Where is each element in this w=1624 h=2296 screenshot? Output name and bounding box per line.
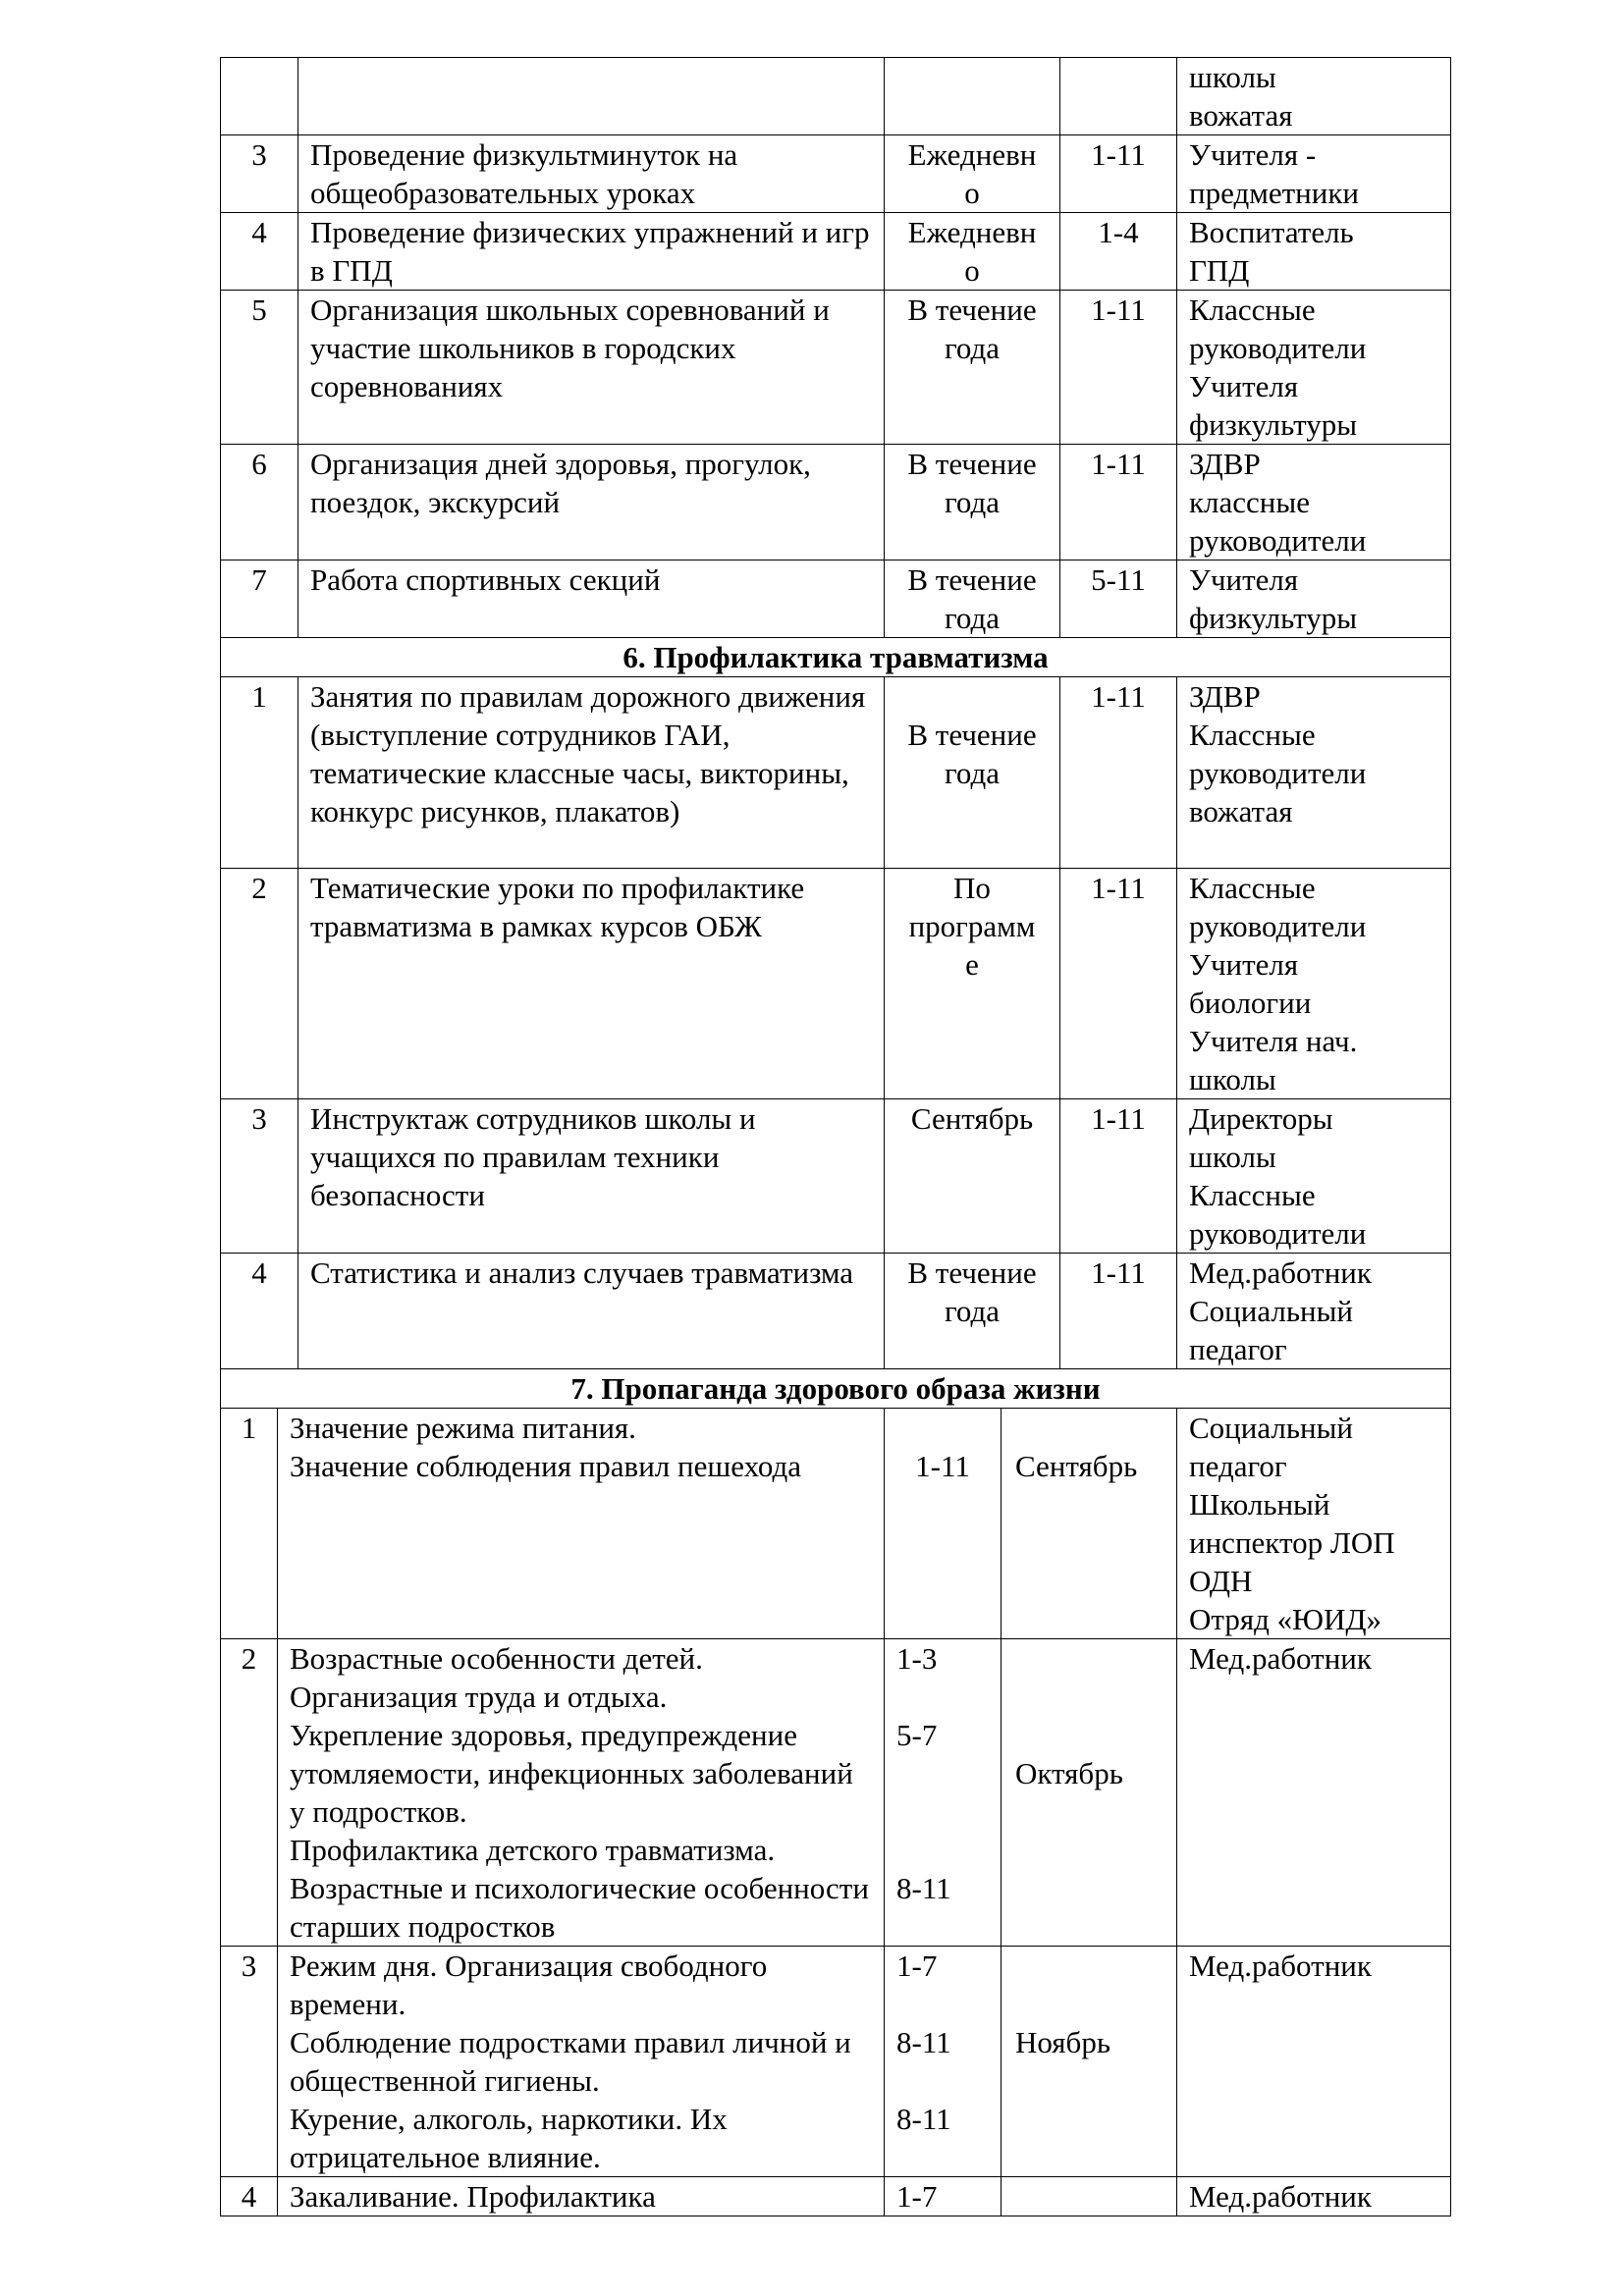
topic-cell: Значение режима питания. Значение соблюдения правил пешехода bbox=[278, 1408, 885, 1638]
period-cell: В течение года bbox=[885, 445, 1060, 561]
responsible-cell: Воспитатель ГПД bbox=[1177, 213, 1451, 291]
period-cell: В течение года bbox=[885, 561, 1060, 638]
table-row bbox=[221, 445, 1451, 561]
responsible-cell: ЗДВР Классные руководители вожатая bbox=[1177, 677, 1451, 869]
activity-cell: Занятия по правилам дорожного движения (выступление сотрудников ГАИ, тематические классные часы, викторины, конкурс рисунков, плакатов) bbox=[298, 677, 885, 869]
row-number: 5 bbox=[221, 291, 298, 445]
row-number: 2 bbox=[221, 1638, 278, 1946]
table-row bbox=[221, 1254, 1451, 1369]
table-row bbox=[221, 58, 1451, 135]
section-heading-row bbox=[221, 638, 1451, 677]
table-row bbox=[221, 869, 1451, 1099]
grades-cell: 1-11 bbox=[1060, 869, 1177, 1099]
activity-cell: Проведение физических упражнений и игр в ГПД bbox=[298, 213, 885, 291]
grades-cell: 5-11 bbox=[1060, 561, 1177, 638]
responsible-cell: Мед.работник bbox=[1177, 2176, 1451, 2216]
row-number: 3 bbox=[221, 135, 298, 213]
row-number: 3 bbox=[221, 1099, 298, 1254]
table-row bbox=[221, 1099, 1451, 1254]
responsible-cell: Классные руководители Учителя биологии Учителя нач. школы bbox=[1177, 869, 1451, 1099]
table-row bbox=[221, 561, 1451, 638]
activity-cell: Организация дней здоровья, прогулок, поездок, экскурсий bbox=[298, 445, 885, 561]
month-cell: Сентябрь bbox=[1001, 1408, 1177, 1638]
month-cell: Октябрь bbox=[1001, 1638, 1177, 1946]
responsible-cell: Социальный педагог Школьный инспектор ЛОП ОДН Отряд «ЮИД» bbox=[1177, 1408, 1451, 1638]
responsible-cell: Мед.работник bbox=[1177, 1946, 1451, 2176]
section-title: 6. Профилактика травматизма bbox=[221, 638, 1451, 677]
period-cell: Ежедневн о bbox=[885, 135, 1060, 213]
month-cell bbox=[1001, 2176, 1177, 2216]
responsible-cell: Учителя физкультуры bbox=[1177, 561, 1451, 638]
row-number: 1 bbox=[221, 677, 298, 869]
grades-cell: 1-11 bbox=[1060, 291, 1177, 445]
row-number: 1 bbox=[221, 1408, 278, 1638]
plan-table-part1 bbox=[220, 57, 1451, 1369]
grades-cell: 1-4 bbox=[1060, 213, 1177, 291]
row-number: 7 bbox=[221, 561, 298, 638]
grades-cell: 1-11 bbox=[1060, 1099, 1177, 1254]
period-cell bbox=[885, 58, 1060, 135]
table-row bbox=[221, 1946, 1451, 2176]
responsible-cell: Учителя - предметники bbox=[1177, 135, 1451, 213]
grades-cell: 1-7 bbox=[885, 2176, 1001, 2216]
responsible-cell: Классные руководители Учителя физкультуры bbox=[1177, 291, 1451, 445]
period-cell: В течение года bbox=[885, 1254, 1060, 1369]
responsible-cell: Директоры школы Классные руководители bbox=[1177, 1099, 1451, 1254]
table-row bbox=[221, 2176, 1451, 2216]
table-row bbox=[221, 677, 1451, 869]
responsible-cell: ЗДВР классные руководители bbox=[1177, 445, 1451, 561]
period-cell: По программ е bbox=[885, 869, 1060, 1099]
grades-cell: 1-3 5-7 8-11 bbox=[885, 1638, 1001, 1946]
activity-cell bbox=[298, 58, 885, 135]
grades-cell: 1-11 bbox=[1060, 1254, 1177, 1369]
activity-cell: Статистика и анализ случаев травматизма bbox=[298, 1254, 885, 1369]
row-number: 4 bbox=[221, 2176, 278, 2216]
activity-cell: Тематические уроки по профилактике травматизма в рамках курсов ОБЖ bbox=[298, 869, 885, 1099]
section-heading-row bbox=[221, 1368, 1451, 1408]
row-number: 2 bbox=[221, 869, 298, 1099]
period-cell: В течение года bbox=[885, 291, 1060, 445]
plan-table-part2 bbox=[220, 1368, 1451, 2216]
period-cell: Сентябрь bbox=[885, 1099, 1060, 1254]
grades-cell: 1-11 bbox=[1060, 135, 1177, 213]
table-row bbox=[221, 135, 1451, 213]
grades-cell: 1-7 8-11 8-11 bbox=[885, 1946, 1001, 2176]
row-number: 4 bbox=[221, 213, 298, 291]
activity-cell: Организация школьных соревнований и участие школьников в городских соревнованиях bbox=[298, 291, 885, 445]
activity-cell: Работа спортивных секций bbox=[298, 561, 885, 638]
grades-cell: 1-11 bbox=[885, 1408, 1001, 1638]
row-number: 3 bbox=[221, 1946, 278, 2176]
activity-cell: Инструктаж сотрудников школы и учащихся по правилам техники безопасности bbox=[298, 1099, 885, 1254]
table-row bbox=[221, 213, 1451, 291]
responsible-cell: школы вожатая bbox=[1177, 58, 1451, 135]
period-cell: В течение года bbox=[885, 677, 1060, 869]
grades-cell bbox=[1060, 58, 1177, 135]
topic-cell: Режим дня. Организация свободного времени. Соблюдение подростками правил личной и общественной гигиены. Курение, алкоголь, наркотики. Их отрицательное влияние. bbox=[278, 1946, 885, 2176]
responsible-cell: Мед.работник Социальный педагог bbox=[1177, 1254, 1451, 1369]
activity-cell: Проведение физкультминуток на общеобразовательных уроках bbox=[298, 135, 885, 213]
grades-cell: 1-11 bbox=[1060, 677, 1177, 869]
table-row bbox=[221, 1638, 1451, 1946]
topic-cell: Возрастные особенности детей. Организация труда и отдыха. Укрепление здоровья, предупреждение утомляемости, инфекционных заболеваний у подростков. Профилактика детского травматизма. Возрастные и психологические особенности старших подростков bbox=[278, 1638, 885, 1946]
period-cell: Ежедневн о bbox=[885, 213, 1060, 291]
responsible-cell: Мед.работник bbox=[1177, 1638, 1451, 1946]
table-row bbox=[221, 1408, 1451, 1638]
row-number: 4 bbox=[221, 1254, 298, 1369]
topic-cell: Закаливание. Профилактика bbox=[278, 2176, 885, 2216]
month-cell: Ноябрь bbox=[1001, 1946, 1177, 2176]
row-number: 6 bbox=[221, 445, 298, 561]
table-row bbox=[221, 291, 1451, 445]
document-page bbox=[220, 57, 1450, 2216]
row-number bbox=[221, 58, 298, 135]
grades-cell: 1-11 bbox=[1060, 445, 1177, 561]
section-title: 7. Пропаганда здорового образа жизни bbox=[221, 1368, 1451, 1408]
